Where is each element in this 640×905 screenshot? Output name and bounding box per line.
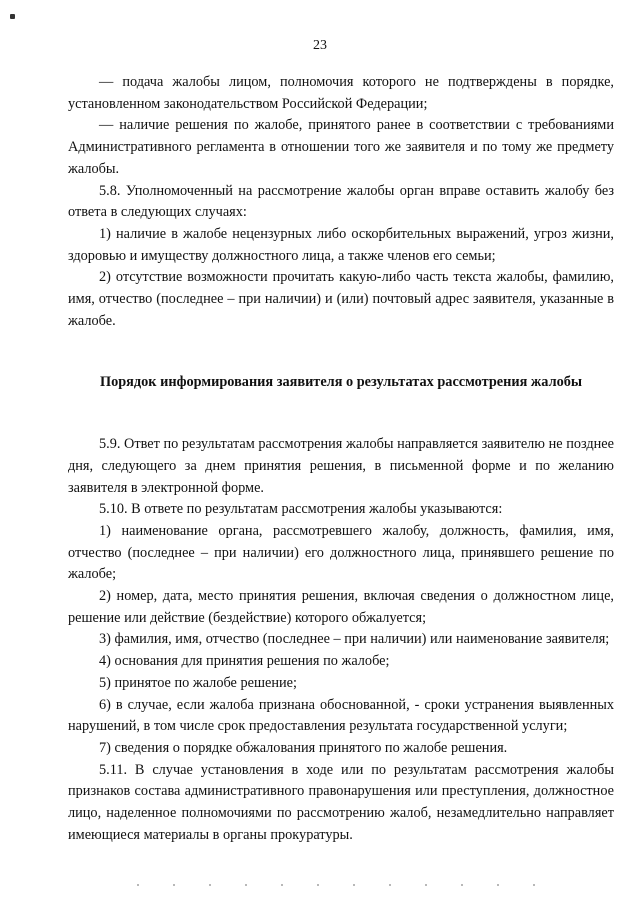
paragraph-5-8: 5.8. Уполномоченный на рассмотрение жалобы орган вправе оставить жалобу без ответа в следующих случаях: — [68, 182, 614, 221]
scan-artifact — [10, 14, 15, 19]
section-heading: Порядок информирования заявителя о результатах рассмотрения жалобы — [99, 374, 583, 391]
paragraph-5-8-item-1: 1) наличие в жалобе нецензурных либо оскорбительных выражений, угроз жизни, здоровью и имуществу должностного лица, а также членов его семьи; — [68, 225, 614, 264]
paragraph-5-10-item-4: 4) основания для принятия решения по жалобе; — [99, 653, 390, 670]
paragraph-5-10-item-2: 2) номер, дата, место принятия решения, включая сведения о должностном лице, решение или действие (бездействие) которого обжалуется; — [68, 588, 614, 626]
paragraph-5-10-item-3: 3) фамилия, имя, отчество (последнее – при наличии) или наименование заявителя; — [99, 631, 610, 648]
paragraph-5-10-item-7: 7) сведения о порядке обжалования принятого по жалобе решения. — [99, 739, 508, 756]
page-number: 23 — [313, 38, 327, 53]
paragraph-5-11: 5.11. В случае установления в ходе или по результатам рассмотрения жалобы признаков состава административного правонарушения или преступления, должностное лицо, наделенное полномочиями по рассмотрению жалоб, незамедлительно направляет имеющиеся материалы в органы прокуратуры. — [68, 761, 614, 843]
scan-dots-artifact — [120, 884, 540, 886]
paragraph-5-9: 5.9. Ответ по результатам рассмотрения жалобы направляется заявителю не позднее дня, следующего за днем принятия решения, в письменной форме и по желанию заявителя в электронной форме. — [68, 436, 614, 496]
paragraph-top-1: — подача жалобы лицом, полномочия которого не подтверждены в порядке, установленном законодательством Российской Федерации; — [68, 74, 614, 112]
paragraph-5-10-item-6: 6) в случае, если жалоба признана обоснованной, - сроки устранения выявленных нарушений, в том числе срок предоставления результата государственной услуги; — [68, 696, 614, 735]
paragraph-5-10-item-5: 5) принятое по жалобе решение; — [99, 674, 297, 691]
paragraph-top-2: — наличие решения по жалобе, принятого ранее в соответствии с требованиями Административного регламента в отношении того же заявителя и по тому же предмету жалобы. — [68, 117, 614, 177]
document-body — [68, 72, 614, 847]
paragraph-5-8-item-2: 2) отсутствие возможности прочитать какую-либо часть текста жалобы, фамилию, имя, отчество (последнее – при наличии) и (или) почтовый адрес заявителя, указанные в жалобе. — [68, 269, 614, 329]
paragraph-5-10: 5.10. В ответе по результатам рассмотрения жалобы указываются: — [99, 501, 503, 518]
paragraph-5-10-item-1: 1) наименование органа, рассмотревшего жалобу, должность, фамилия, имя, отчество (последнее – при наличии) его должностного лица, принявшего решение по жалобе; — [68, 522, 614, 583]
